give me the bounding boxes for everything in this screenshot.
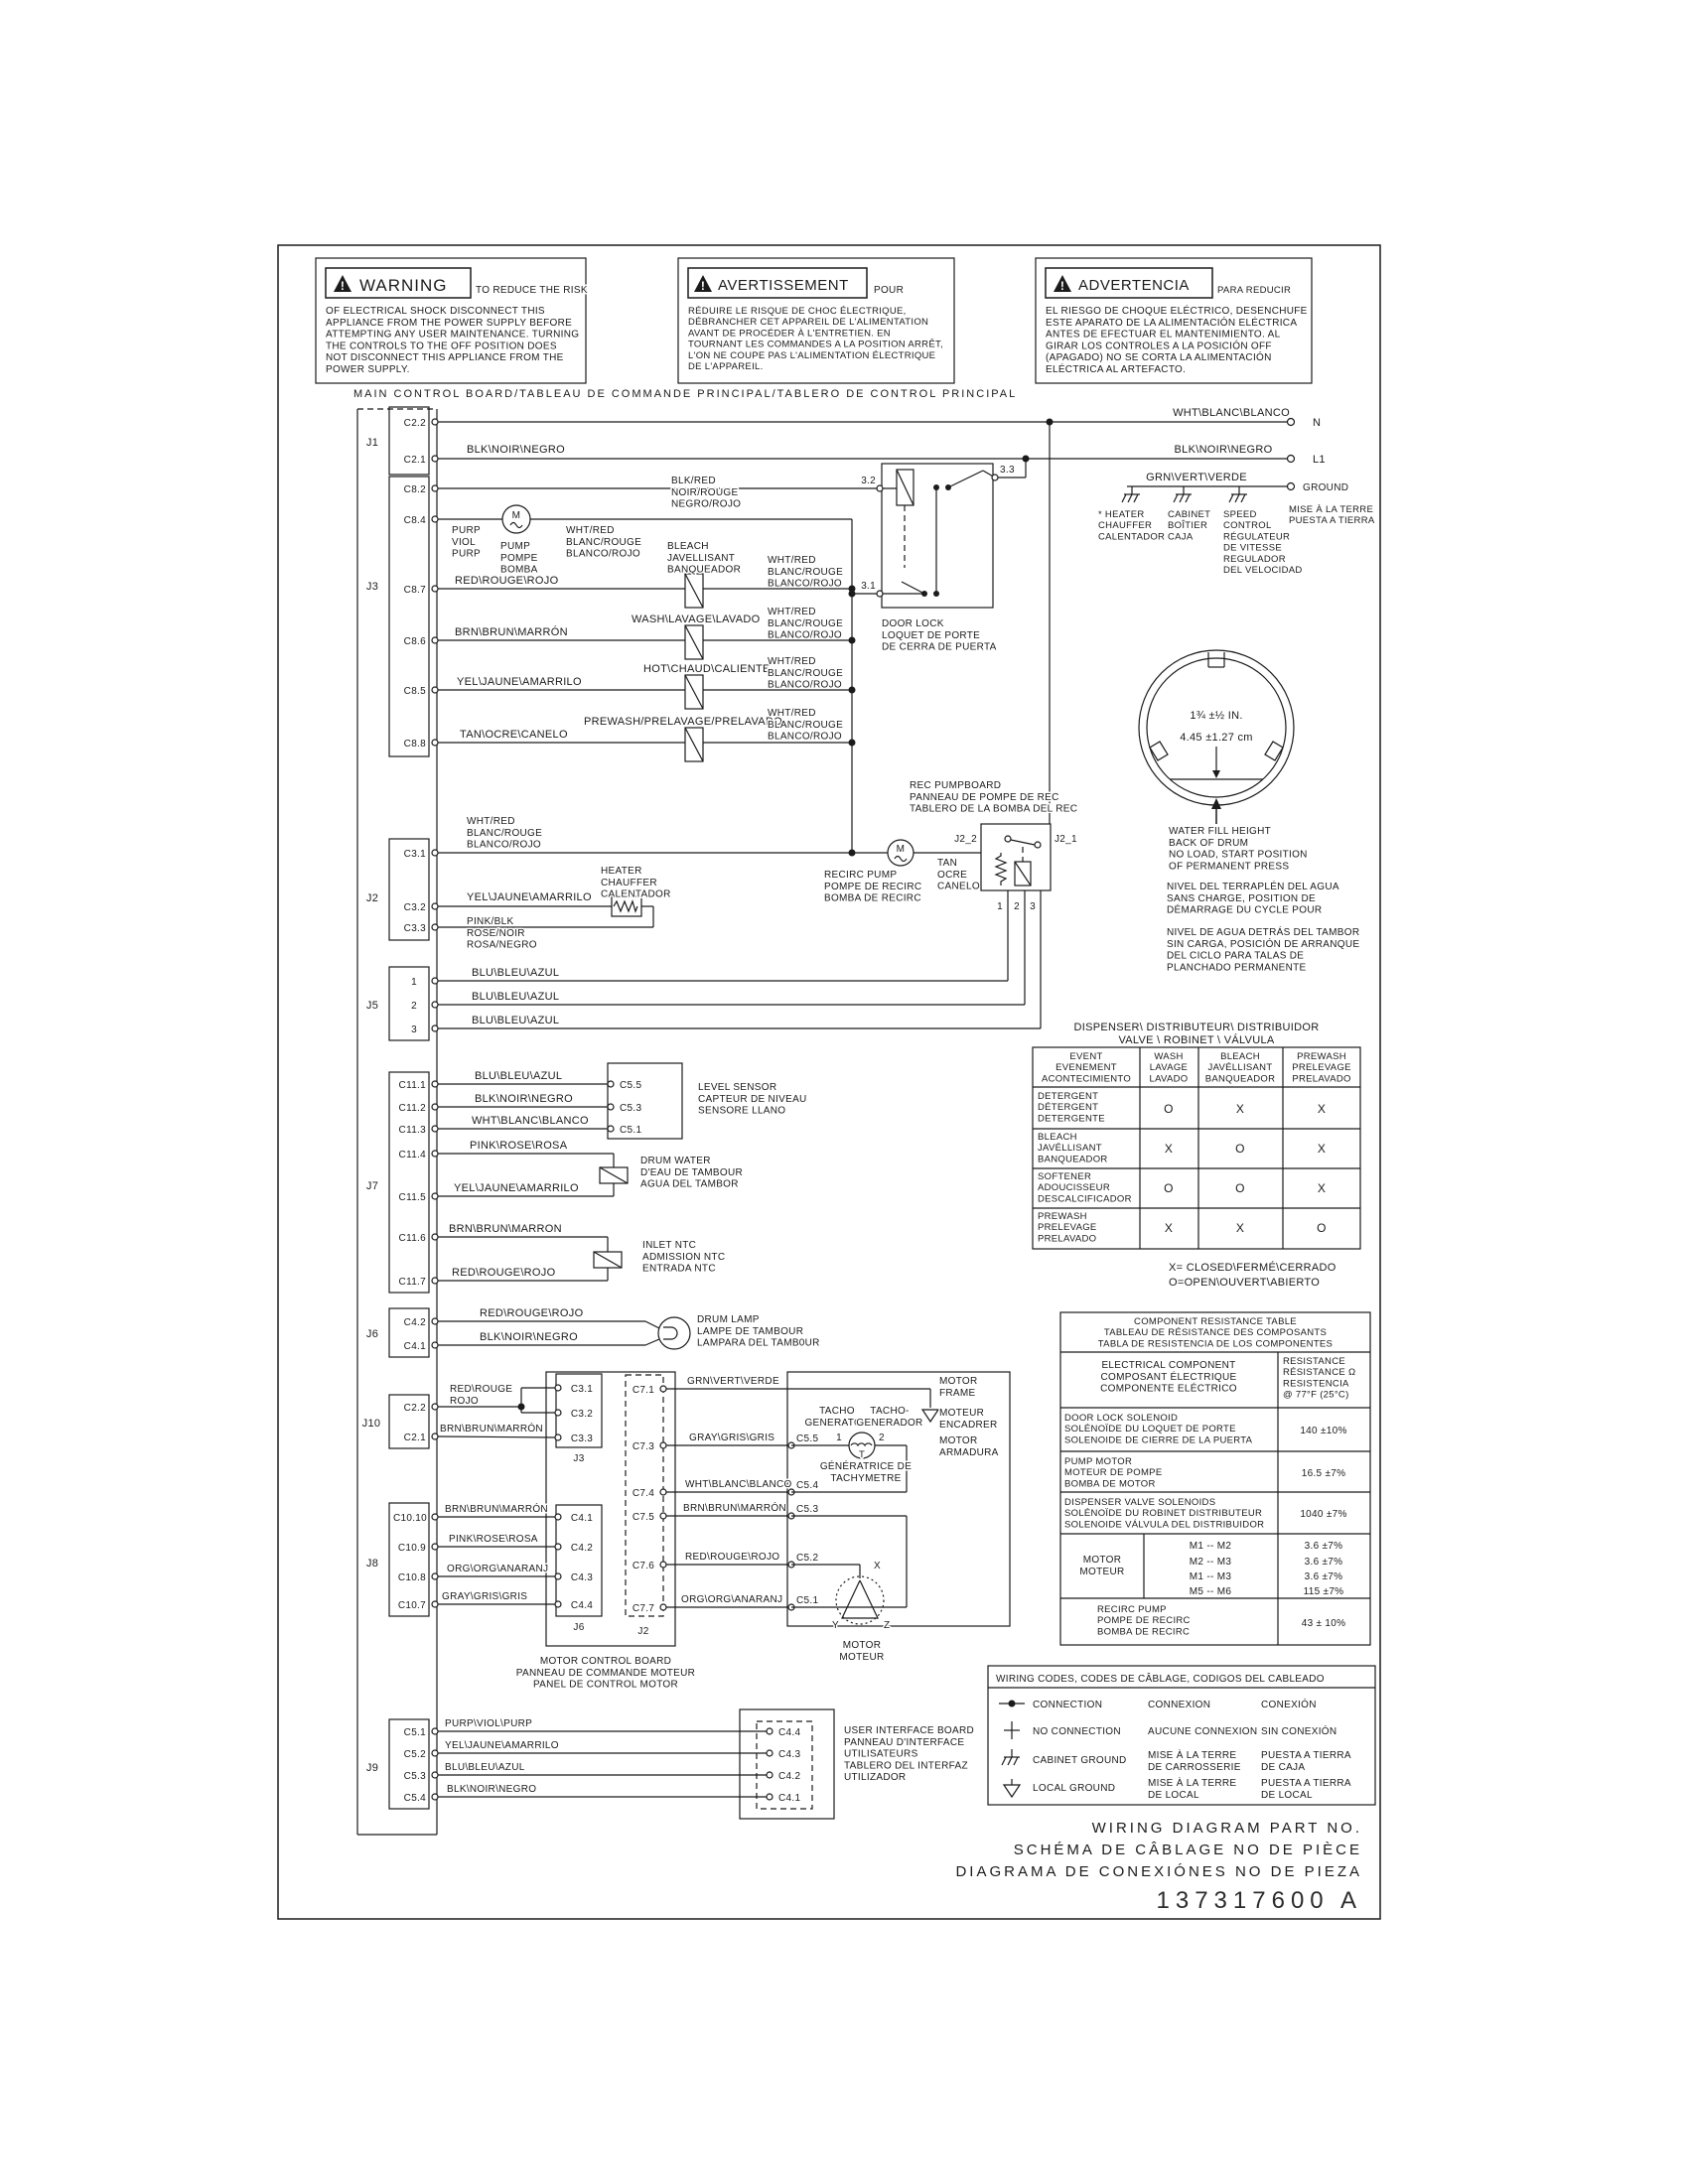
pin-c7.4: C7.4	[632, 1488, 655, 1499]
pin-c8.8: C8.8	[403, 739, 426, 750]
wire-label-red: RED\ROUGE\ROJO	[685, 1552, 780, 1563]
level-sensor	[608, 1063, 807, 1139]
part-no-line-en: WIRING DIAGRAM PART NO.	[1091, 1820, 1362, 1837]
pin-c11.1: C11.1	[398, 1080, 426, 1091]
door-lock-label: DOOR LOCK LOQUET DE PORTE DE CERRA DE PUERTA	[882, 618, 997, 653]
wire-label-grn: GRN\VERT\VERDE	[1146, 472, 1247, 483]
motor-pair: M5 -- M6	[1189, 1586, 1232, 1597]
resistance-col-component: ELECTRICAL COMPONENT COMPOSANT ÉLECTRIQUE COMPONENTE ELÉCTRICO	[1100, 1360, 1237, 1395]
pin-c2.1: C2.1	[403, 455, 426, 466]
tacho-generator-label-fr: GÉNÉRATRICE DE TACHYMETRE	[819, 1461, 913, 1484]
pin-c8.4: C8.4	[403, 515, 426, 526]
wire-label-gray: GRAY\GRIS\GRIS	[689, 1433, 775, 1443]
tacho-pin-2: 2	[879, 1433, 885, 1443]
cell: O	[1235, 1142, 1245, 1156]
drum-fill-cm: 4.45 ±1.27 cm	[1180, 732, 1253, 744]
pin-c5.1: C5.1	[403, 1727, 426, 1738]
cell: X	[1235, 1221, 1245, 1235]
pin-c11.5: C11.5	[398, 1192, 426, 1203]
motor-pair: M2 -- M3	[1189, 1557, 1232, 1568]
component-resistance-table	[1060, 1312, 1370, 1645]
cell: X	[1317, 1142, 1327, 1156]
rec-j2-2: J2_2	[954, 834, 977, 845]
connector-labels	[362, 437, 381, 1774]
wire-label-grn: GRN\VERT\VERDE	[687, 1376, 779, 1387]
pin-c3.1: C3.1	[570, 1384, 594, 1395]
cabinet-ground-icon	[1229, 486, 1247, 502]
drum-lamp	[658, 1314, 820, 1349]
warning-title-es: ADVERTENCIA	[1078, 277, 1190, 294]
pin-c5.3: C5.3	[796, 1504, 819, 1515]
cabinet-ground-icon	[1122, 486, 1140, 502]
winding-z: Z	[884, 1620, 891, 1631]
wire-label-blk: BLK\NOIR\NEGRO	[1174, 444, 1273, 456]
pin-c7.3: C7.3	[632, 1441, 655, 1452]
resistance-row-pump: PUMP MOTOR MOTEUR DE POMPE BOMBA DE MOTOR	[1064, 1456, 1163, 1490]
drum-fill-inches: 1¾ ±½ IN.	[1190, 710, 1243, 722]
part-no-line-es: DIAGRAMA DE CONEXIÓNES NO DE PIEZA	[955, 1863, 1362, 1880]
pin-c3.2: C3.2	[403, 902, 426, 913]
pin-c5.2: C5.2	[796, 1553, 819, 1564]
resistance-value: 43 ± 10%	[1301, 1618, 1346, 1629]
wire-label-yel: YEL\JAUNE\AMARRILO	[445, 1740, 559, 1751]
warning-box-es	[1036, 258, 1312, 383]
switch-3.3: 3.3	[1000, 465, 1015, 476]
wire-label-brn: BRN\BRUN\MARRON	[449, 1223, 562, 1235]
resistance-value: 3.6 ±7%	[1304, 1541, 1343, 1552]
pin-c7.1: C7.1	[632, 1385, 655, 1396]
wire-label-wht-red: WHT/RED BLANC/ROUGE BLANCO/ROJO	[566, 525, 642, 560]
warning-box-fr	[678, 258, 954, 383]
wire-label-purp: PURP VIOL PURP	[452, 525, 481, 560]
user-interface-board-label: USER INTERFACE BOARD PANNEAU D'INTERFACE UTILISATEURS TABLERO DEL INTERFAZ UTILIZADOR	[844, 1725, 975, 1784]
dispenser-row-prewash: PREWASH PRELEVAGE PRELAVADO	[1038, 1211, 1097, 1245]
pin-c11.2: C11.2	[398, 1103, 426, 1114]
dispenser-valve-table	[1033, 1022, 1360, 1289]
no-connection-icon	[1004, 1721, 1020, 1739]
wire-label-yel: YEL\JAUNE\AMARRILO	[467, 891, 592, 903]
wire-label-org: ORG\ORG\ANARANJ	[681, 1594, 783, 1605]
pin-c5.5: C5.5	[620, 1080, 642, 1091]
pin-c10.8: C10.8	[397, 1572, 426, 1583]
pin-c7.7: C7.7	[632, 1603, 655, 1614]
wire-label-red: RED\ROUGE ROJO	[450, 1384, 513, 1407]
wire-label-wht-red: WHT/RED BLANC/ROUGE BLANCO/ROJO	[768, 656, 844, 691]
resistance-row-motor: MOTOR MOTEUR	[1079, 1555, 1125, 1577]
code-no-connection-es: SIN CONEXIÓN	[1261, 1726, 1337, 1737]
pin-c8.2: C8.2	[403, 484, 426, 495]
hot-valve-label: HOT\CHAUD\CALIENTE	[643, 663, 771, 675]
wire-label-red: RED\ROUGE\ROJO	[455, 575, 559, 587]
pin-c4.4: C4.4	[570, 1600, 594, 1611]
rec-j2-1: J2_1	[1055, 834, 1077, 845]
arrow-up-icon	[1211, 798, 1221, 809]
wire-label-blu: BLU\BLEU\AZUL	[445, 1762, 525, 1773]
wire-label-brn: BRN\BRUN\MARRÓN	[455, 626, 568, 638]
terminal-l1: L1	[1313, 454, 1326, 466]
rec-pin-1: 1	[997, 901, 1003, 912]
wire-label-pink-blk: PINK/BLK ROSE/NOIR ROSA/NEGRO	[467, 916, 537, 951]
dispenser-col-event: EVENT EVENEMENT ACONTECIMIENTO	[1041, 1051, 1132, 1085]
wire-label-wht-red: WHT/RED BLANC/ROUGE BLANCO/ROJO	[768, 555, 844, 590]
door-lock	[861, 464, 1015, 653]
drum-fill-note-es: NIVEL DE AGUA DETRÁS DEL TAMBOR SIN CARGA, POSICIÓN DE ARRANQUE DEL CICLO PARA TALAS DE PLANCHADO PERMANENTE	[1167, 927, 1360, 974]
wire-label-tan: TAN\OCRE\CANELO	[460, 729, 568, 741]
pin-c4.2: C4.2	[403, 1317, 426, 1328]
bleach-valve-label: BLEACH JAVELLISANT BANQUEADOR	[667, 541, 742, 576]
dispenser-header-2: VALVE \ ROBINET \ VÁLVULA	[1118, 1034, 1275, 1046]
wiring-codes-table	[988, 1666, 1375, 1805]
cell: X	[1317, 1102, 1327, 1116]
warning-body-en: OF ELECTRICAL SHOCK DISCONNECT THIS APPLIANCE FROM THE POWER SUPPLY BEFORE ATTEMPTING ANY USER MAINTENANCE. TURNING THE CONTROLS TO THE OFF POSITION DOES NOT DISCONNECT THIS APPLIANCE FROM THE POWER SUPPLY.	[326, 306, 580, 375]
resistance-value: 3.6 ±7%	[1304, 1571, 1343, 1582]
local-ground-icon	[1004, 1779, 1020, 1797]
ground-label-terre: MISE À LA TERRE PUESTA A TIERRA	[1289, 504, 1375, 527]
prewash-valve-label: PREWASH/PRELAVAGE/PRELAVADO	[584, 716, 783, 728]
motor-assembly	[787, 1372, 1010, 1663]
motor-control-board	[516, 1372, 695, 1691]
drum-fill-note-fr: NIVEL DEL TERRAPLÉN DEL AGUA SANS CHARGE, POSITION DE DÉMARRAGE DU CYCLE POUR	[1167, 882, 1339, 916]
pin-c5.1: C5.1	[796, 1595, 819, 1606]
wire-label-blk: BLK\NOIR\NEGRO	[447, 1784, 537, 1795]
warning-bang: !	[1059, 279, 1065, 293]
drum-baffle	[1265, 742, 1283, 760]
tacho-generator-label-en: TACHO GENERATOR	[804, 1406, 870, 1429]
dispenser-row-detergent: DETERGENT DÉTERGENT DETERGENTE	[1038, 1091, 1105, 1125]
code-cabinet-ground-es: PUESTA A TIERRA DE CAJA	[1261, 1750, 1351, 1773]
pin-c11.6: C11.6	[398, 1233, 426, 1244]
resistor-icon	[614, 901, 637, 911]
rec-pin-3: 3	[1030, 901, 1036, 912]
inlet-ntc-label: INLET NTC ADMISSION NTC ENTRADA NTC	[642, 1240, 726, 1275]
connection-icon	[999, 1701, 1025, 1707]
ground-symbols	[1098, 486, 1375, 576]
code-local-ground-en: LOCAL GROUND	[1033, 1783, 1116, 1794]
connector-j1: J1	[365, 437, 379, 449]
warning-bang: !	[340, 279, 346, 293]
pin-c5.4: C5.4	[403, 1793, 426, 1804]
pin-labels	[393, 418, 427, 1804]
wire-label-blu: BLU\BLEU\AZUL	[472, 1015, 560, 1026]
resistance-row-recirc: RECIRC PUMP POMPE DE RECIRC BOMBA DE RECIRC	[1097, 1604, 1191, 1638]
motor-pair: M1 -- M3	[1189, 1571, 1232, 1582]
drum-lamp-label: DRUM LAMP LAMPE DE TAMBOUR LAMPARA DEL TAMB0UR	[697, 1314, 820, 1349]
connector-j5: J5	[365, 1000, 379, 1012]
rec-pumpboard	[910, 780, 1077, 912]
motor-m-label: M	[896, 844, 906, 855]
code-local-ground-es: PUESTA A TIERRA DE LOCAL	[1261, 1778, 1351, 1801]
wash-valve-label: WASH\LAVAGE\LAVADO	[632, 614, 761, 625]
wire-label-wht-red: WHT/RED BLANC/ROUGE BLANCO/ROJO	[768, 607, 844, 641]
resistance-value: 16.5 ±7%	[1301, 1468, 1346, 1479]
sine-icon	[510, 523, 522, 528]
pin-c7.6: C7.6	[632, 1561, 655, 1571]
pin-c10.7: C10.7	[397, 1600, 426, 1611]
pin-c10.9: C10.9	[397, 1543, 426, 1554]
tacho-pin-1: 1	[836, 1433, 842, 1443]
wire-label-wht: WHT\BLANC\BLANCO	[472, 1115, 589, 1127]
dispenser-col-bleach: BLEACH JAVÉLLISANT BANQUEADOR	[1204, 1051, 1276, 1085]
motor-frame-label: MOTOR FRAME	[939, 1376, 978, 1399]
resistance-value: 115 ±7%	[1303, 1586, 1344, 1597]
pin-c8.6: C8.6	[403, 636, 426, 647]
pin-c4.1: C4.1	[403, 1341, 426, 1352]
drum-fill-diagram	[1139, 650, 1359, 973]
warning-body-fr: RÉDUIRE LE RISQUE DE CHOC ÉLECTRIQUE, DÉBRANCHER CET APPAREIL DE L'ALIMENTATION AVANT DE PROCÉDER À L'ENTRETIEN. EN TOURNANT LES COMMANDES A LA POSITION ARRÊT, L'ON NE COUPE PAS L'ALIMENTATION ÉLECTRIQUE DE L'APPAREIL.	[688, 306, 943, 373]
resistance-col-value: RESISTANCE RÉSISTANCE Ω RESISTENCIA @ 77°F (25°C)	[1283, 1356, 1356, 1401]
terminal-ground: GROUND	[1303, 482, 1349, 493]
rec-pumpboard-label: REC PUMPBOARD PANNEAU DE POMPE DE REC TABLERO DE LA BOMBA DEL REC	[910, 780, 1078, 815]
pin-c5.2: C5.2	[403, 1749, 426, 1760]
pin-c5.3: C5.3	[620, 1103, 642, 1114]
pin-c5.4: C5.4	[796, 1480, 819, 1491]
cell: X	[1235, 1102, 1245, 1116]
wire-label-wht: WHT\BLANC\BLANCO	[685, 1479, 792, 1490]
resistance-value: 3.6 ±7%	[1304, 1557, 1343, 1568]
resistance-row-valves: DISPENSER VALVE SOLENOIDS SOLÉNOÏDE DU ROBINET DISTRIBUTEUR SOLENOIDE VÁLVULA DEL DISTRIBUIDOR	[1064, 1497, 1265, 1531]
pin-c3.3: C3.3	[570, 1433, 594, 1444]
warning-lead-es: PARA REDUCIR	[1217, 285, 1292, 296]
drum-baffle	[1150, 742, 1168, 760]
dispenser-row-softener: SOFTENER ADOUCISSEUR DESCALCIFICADOR	[1038, 1171, 1132, 1205]
pin-2: 2	[411, 1001, 417, 1012]
cell: X	[1164, 1142, 1174, 1156]
pump-label: PUMP POMPE BOMBA	[500, 541, 538, 576]
connector-j9: J9	[365, 1762, 379, 1774]
dispenser-legend-closed: X= CLOSED\FERMÉ\CERRADO	[1169, 1262, 1336, 1274]
connector-j3: J3	[365, 581, 379, 593]
motor-label: MOTOR MOTEUR	[839, 1640, 885, 1663]
ground-label-speed-control: SPEED CONTROL RÉGULATEUR DE VITESSE REGULADOR DEL VELOCIDAD	[1223, 509, 1303, 577]
wire-label-wht-red: WHT/RED BLANC/ROUGE BLANCO/ROJO	[768, 708, 844, 743]
pin-c7.5: C7.5	[632, 1512, 655, 1523]
cell: O	[1164, 1181, 1174, 1195]
tacho-generator-label-es: TACHO-GENERADOR	[856, 1406, 923, 1429]
code-cabinet-ground-en: CABINET GROUND	[1033, 1755, 1127, 1766]
resistance-table-title: COMPONENT RESISTANCE TABLE TABLEAU DE RÉSISTANCE DES COMPOSANTS TABLA DE RESISTENCIA DE LOS COMPONENTES	[1097, 1316, 1334, 1350]
dispenser-legend-open: O=OPEN\OUVERT\ABIERTO	[1169, 1277, 1321, 1289]
wire-label-yel: YEL\JAUNE\AMARRILO	[457, 676, 582, 688]
wire-label-wht-red: WHT/RED BLANC/ROUGE BLANCO/ROJO	[467, 816, 543, 851]
pin-c11.4: C11.4	[398, 1150, 426, 1160]
ground-label-heater: * HEATER CHAUFFER CALENTADOR	[1098, 509, 1166, 543]
pin-1: 1	[411, 977, 417, 988]
wire-label-purp: PURP\VIOL\PURP	[445, 1718, 533, 1729]
rec-pin-2: 2	[1014, 901, 1020, 912]
connector-j2: J2	[365, 892, 379, 904]
pin-c4.3: C4.3	[570, 1572, 594, 1583]
warning-bang: !	[700, 279, 706, 293]
wire-label-red: RED\ROUGE\ROJO	[480, 1307, 584, 1319]
motor-pair: M1 -- M2	[1189, 1541, 1232, 1552]
pin-c2.1: C2.1	[403, 1433, 426, 1443]
connector-j2-mcb: J2	[637, 1626, 649, 1637]
motor-control-board-label: MOTOR CONTROL BOARD PANNEAU DE COMMANDE MOTEUR PANEL DE CONTROL MOTOR	[515, 1656, 696, 1691]
wire-label-brn: BRN\BRUN\MARRÓN	[440, 1424, 543, 1434]
wire-label-blk: BLK\NOIR\NEGRO	[480, 1331, 578, 1343]
heater-label: HEATER CHAUFFER CALENTADOR	[601, 866, 671, 900]
motor-armadura-label: MOTOR ARMADURA	[939, 1435, 999, 1458]
wire-label-pink: PINK\ROSE\ROSA	[470, 1140, 568, 1152]
motor-m-label: M	[511, 510, 521, 521]
user-interface-board	[740, 1709, 974, 1819]
dispenser-col-wash: WASH LAVAGE LAVADO	[1149, 1051, 1189, 1085]
winding-x: X	[874, 1561, 881, 1571]
cell: O	[1164, 1102, 1174, 1116]
dispenser-header-1: DISPENSER\ DISTRIBUTEUR\ DISTRIBUIDOR	[1073, 1022, 1320, 1033]
pin-c4.1: C4.1	[778, 1793, 801, 1804]
resistance-row-doorlock: DOOR LOCK SOLENOID SOLÉNOÏDE DU LOQUET DE PORTE SOLENOIDE DE CIERRE DE LA PUERTA	[1064, 1413, 1253, 1446]
pin-c3.1: C3.1	[403, 849, 426, 860]
cabinet-ground-icon	[1174, 486, 1192, 502]
resistor-icon	[996, 853, 1006, 886]
resistance-value: 1040 ±7%	[1300, 1509, 1347, 1520]
connector-j3-mcb: J3	[573, 1453, 585, 1464]
main-control-board	[357, 407, 437, 1835]
warning-lead-fr: POUR	[874, 285, 905, 296]
drum-fill-note-en: WATER FILL HEIGHT BACK OF DRUM NO LOAD, START POSITION OF PERMANENT PRESS	[1169, 826, 1308, 873]
wire-label-brn: BRN\BRUN\MARRÓN	[445, 1504, 548, 1515]
pin-c5.5: C5.5	[796, 1433, 819, 1444]
part-number: 137317600 A	[1156, 1887, 1362, 1914]
warning-title-en: WARNING	[359, 276, 448, 295]
wire-label-tan: TAN OCRE CANELO	[937, 858, 980, 892]
pin-c5.3: C5.3	[403, 1771, 426, 1782]
wiring-codes-title: WIRING CODES, CODES DE CÂBLAGE, CODIGOS DEL CABLEADO	[996, 1674, 1325, 1685]
tacho-t-label: T	[858, 1449, 866, 1460]
wire-label-yel: YEL\JAUNE\AMARRILO	[454, 1182, 579, 1194]
cell: X	[1317, 1181, 1327, 1195]
resistance-value: 140 ±10%	[1300, 1426, 1347, 1436]
pin-c2.2: C2.2	[403, 1403, 426, 1414]
connector-j6: J6	[365, 1328, 379, 1340]
sine-icon	[895, 857, 907, 862]
wire-label-blk: BLK\NOIR\NEGRO	[475, 1093, 573, 1105]
pin-c4.2: C4.2	[778, 1771, 801, 1782]
supply-terminals	[1288, 417, 1349, 493]
warning-title-fr: AVERTISSEMENT	[718, 277, 849, 294]
ground-label-cabinet: CABINET BOÎTIER CAJA	[1168, 509, 1211, 543]
wire-label-org: ORG\ORG\ANARANJ	[447, 1564, 549, 1574]
warning-body-es: EL RIESGO DE CHOQUE ELÉCTRICO, DESENCHUFE ESTE APARATO DE LA ALIMENTACIÓN ELÉCTRICA ANTES DE EFECTUAR EL MANTENIMIENTO. AL GIRAR LOS CONTROLES A LA POSICIÓN OFF (APAGADO) NO SE CORTA LA ALIMENTACIÓN ELÉCTRICA AL ARTEFACTO.	[1046, 306, 1308, 375]
cell: X	[1164, 1221, 1174, 1235]
connector-j6-mcb: J6	[573, 1622, 585, 1633]
drum-water-valve	[600, 1156, 743, 1190]
pin-c4.3: C4.3	[778, 1749, 801, 1760]
pin-c11.3: C11.3	[398, 1125, 426, 1136]
pin-3: 3	[411, 1024, 417, 1035]
ground-triangle-icon	[922, 1410, 938, 1422]
wire-label-brn: BRN\BRUN\MARRÓN	[683, 1503, 786, 1514]
code-no-connection-fr: AUCUNE CONNEXION	[1148, 1726, 1258, 1737]
pin-c3.2: C3.2	[570, 1409, 594, 1420]
code-no-connection-en: NO CONNECTION	[1033, 1726, 1121, 1737]
wire-label-blu: BLU\BLEU\AZUL	[472, 991, 560, 1003]
terminal-n: N	[1313, 417, 1322, 429]
connector-j10: J10	[361, 1418, 381, 1430]
cabinet-ground-icon	[1002, 1749, 1020, 1765]
code-local-ground-fr: MISE À LA TERRE DE LOCAL	[1148, 1778, 1237, 1801]
warning-lead-en: TO REDUCE THE RISK	[476, 285, 588, 296]
connector-j7: J7	[365, 1180, 379, 1192]
lamp-filament-icon	[663, 1327, 677, 1339]
wire-label-red: RED\ROUGE\ROJO	[452, 1267, 556, 1279]
arrow-down-icon	[1212, 770, 1220, 778]
connector-j8: J8	[365, 1558, 379, 1570]
pin-c2.2: C2.2	[403, 418, 426, 429]
wire-labels	[440, 407, 1290, 1795]
pin-c8.5: C8.5	[403, 686, 426, 697]
switch-3.2: 3.2	[861, 476, 876, 486]
warning-box-en	[316, 258, 588, 383]
cell: O	[1235, 1181, 1245, 1195]
board-title: MAIN CONTROL BOARD/TABLEAU DE COMMANDE PRINCIPAL/TABLERO DE CONTROL PRINCIPAL	[353, 388, 1018, 400]
cell: O	[1317, 1221, 1327, 1235]
pump-motor	[502, 505, 530, 533]
pin-c4.4: C4.4	[778, 1727, 801, 1738]
pin-c11.7: C11.7	[398, 1277, 426, 1288]
code-connection-es: CONEXIÓN	[1261, 1700, 1317, 1710]
inlet-ntc	[594, 1240, 725, 1275]
wire-label-gray: GRAY\GRIS\GRIS	[442, 1591, 528, 1602]
wire-label-wht: WHT\BLANC\BLANCO	[1173, 407, 1290, 419]
drum-water-label: DRUM WATER D'EAU DE TAMBOUR AGUA DEL TAMBOR	[640, 1156, 744, 1190]
code-connection-fr: CONNEXION	[1148, 1700, 1211, 1710]
wire-label-blk: BLK\NOIR\NEGRO	[467, 444, 565, 456]
wire-label-blu: BLU\BLEU\AZUL	[472, 967, 560, 979]
code-cabinet-ground-fr: MISE À LA TERRE DE CARROSSERIE	[1148, 1750, 1241, 1773]
dispenser-col-prewash: PREWASH PRELEVAGE PRELAVADO	[1292, 1051, 1351, 1085]
switch-3.1: 3.1	[861, 581, 876, 592]
pin-c8.7: C8.7	[403, 585, 426, 596]
heater	[601, 866, 671, 916]
winding-y: Y	[832, 1620, 839, 1631]
part-number-block	[955, 1820, 1362, 1914]
code-connection-en: CONNECTION	[1033, 1700, 1103, 1710]
wire-label-pink: PINK\ROSE\ROSA	[449, 1534, 538, 1545]
wire-label-blu: BLU\BLEU\AZUL	[475, 1070, 563, 1082]
coil-icon	[851, 1443, 872, 1445]
recirc-pump-label: RECIRC PUMP POMPE DE RECIRC BOMBA DE RECIRC	[824, 870, 922, 904]
pin-c3.3: C3.3	[403, 923, 426, 934]
moteur-encadrer-label: MOTEUR ENCADRER	[939, 1408, 998, 1431]
pin-c4.1: C4.1	[570, 1513, 594, 1524]
pin-c4.2: C4.2	[570, 1543, 594, 1554]
part-no-line-fr: SCHÉMA DE CÂBLAGE NO DE PIÈCE	[1013, 1842, 1362, 1858]
pin-c10.10: C10.10	[392, 1513, 427, 1524]
pin-c5.1: C5.1	[620, 1125, 642, 1136]
level-sensor-label: LEVEL SENSOR CAPTEUR DE NIVEAU SENSORE LLANO	[698, 1082, 807, 1117]
wire-label-blk-red: BLK/RED NOIR/ROUGE NEGRO/ROJO	[671, 476, 742, 510]
recirc-pump	[824, 840, 980, 904]
dispenser-row-bleach: BLEACH JAVÉLLISANT BANQUEADOR	[1038, 1132, 1108, 1165]
